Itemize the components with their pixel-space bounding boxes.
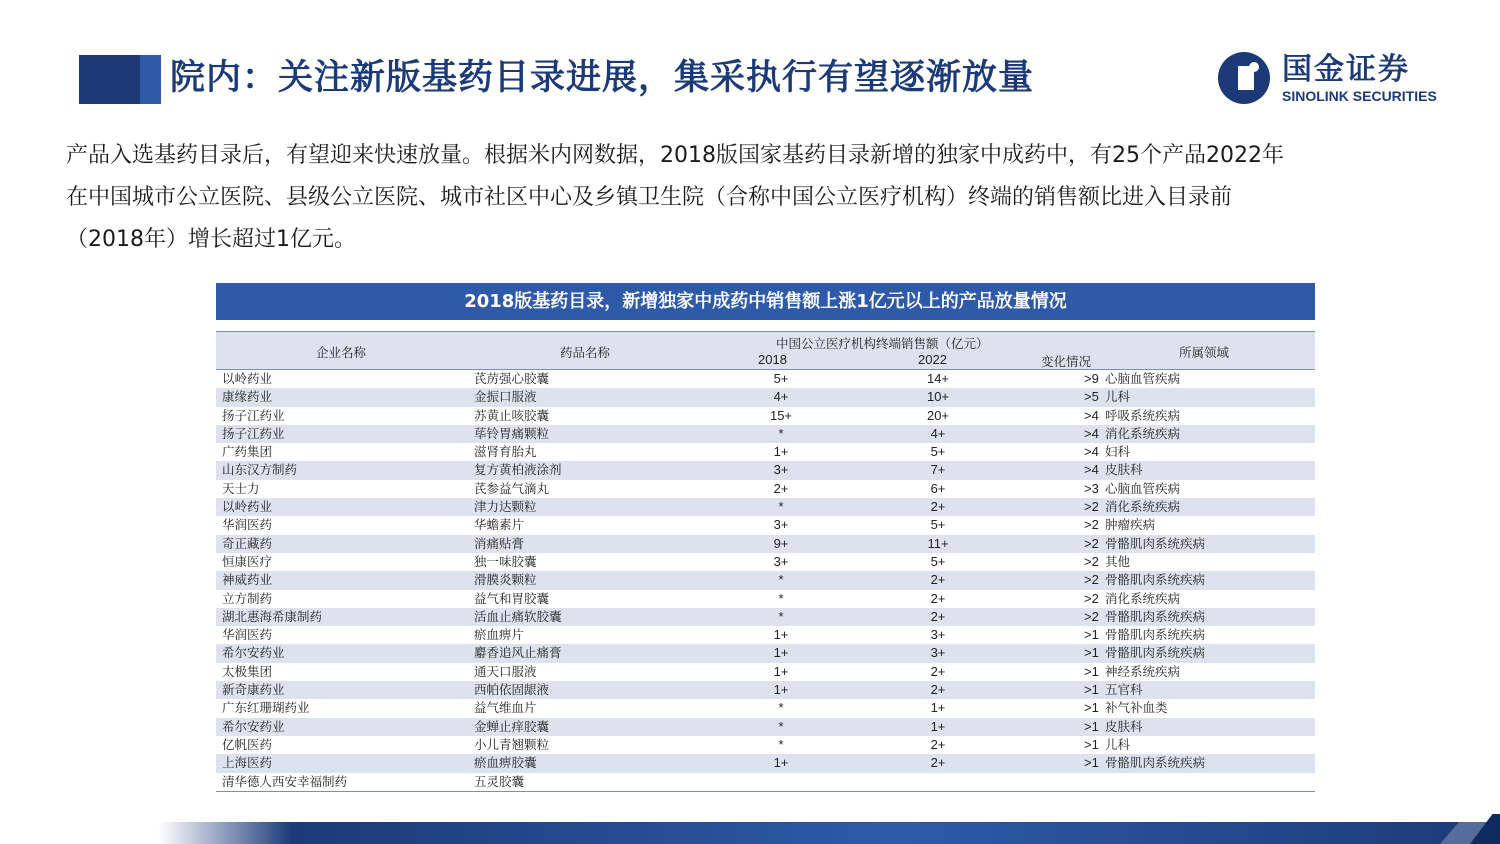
cell-drug: 芪苈强心胶囊 xyxy=(474,371,550,386)
cell-sales-2022: 5+ xyxy=(930,444,946,460)
table-row xyxy=(216,443,1315,461)
table-row xyxy=(216,388,1315,406)
cell-sales-2022: 3+ xyxy=(930,627,946,643)
cell-area: 消化系统疾病 xyxy=(1105,499,1181,515)
cell-change: >3 xyxy=(1084,480,1099,496)
cell-drug: 麝香追风止痛膏 xyxy=(474,645,562,661)
cell-company: 以岭药业 xyxy=(222,371,273,386)
cell-drug: 消痛贴膏 xyxy=(474,535,525,551)
sales-table xyxy=(216,331,1315,792)
cell-company: 立方制药 xyxy=(222,590,273,606)
table-bottom-rule xyxy=(216,791,1315,792)
cell-sales-2018: 15+ xyxy=(769,407,793,423)
table-row xyxy=(216,718,1315,736)
cell-company: 华润医药 xyxy=(222,627,273,643)
cell-change: >2 xyxy=(1084,535,1099,551)
footer-decoration xyxy=(0,814,1500,844)
cell-sales-2018: 1+ xyxy=(773,663,789,679)
cell-sales-2018: * xyxy=(778,736,784,752)
table-header xyxy=(216,331,1315,370)
cell-sales-2018: * xyxy=(778,499,784,515)
cell-area: 骨骼肌肉系统疾病 xyxy=(1105,645,1206,661)
cell-sales-2018: 3+ xyxy=(773,517,789,533)
table-row xyxy=(216,736,1315,754)
cell-sales-2022: 4+ xyxy=(930,425,946,441)
cell-change: >2 xyxy=(1084,608,1099,624)
cell-sales-2022: 6+ xyxy=(930,480,946,496)
cell-change: >1 xyxy=(1084,682,1099,698)
cell-sales-2022: 2+ xyxy=(930,590,946,606)
cell-change: >1 xyxy=(1084,755,1099,771)
cell-change: >2 xyxy=(1084,517,1099,533)
cell-sales-2018: 9+ xyxy=(773,535,789,551)
cell-drug: 芪参益气滴丸 xyxy=(474,480,550,496)
cell-drug: 益气和胃胶囊 xyxy=(474,590,550,606)
intro-line: （2018年）增长超过1亿元。 xyxy=(66,227,356,252)
cell-sales-2022: 2+ xyxy=(930,499,946,515)
cell-sales-2022: 1+ xyxy=(930,718,946,734)
cell-company: 康缘药业 xyxy=(222,389,273,405)
cell-company: 广药集团 xyxy=(222,444,273,460)
cell-sales-2022: 7+ xyxy=(930,462,946,478)
header-company: 企业名称 xyxy=(316,345,367,360)
table-row xyxy=(216,773,1315,791)
cell-company: 以岭药业 xyxy=(222,499,273,515)
cell-drug: 华蟾素片 xyxy=(474,517,525,533)
cell-change: >4 xyxy=(1084,407,1099,423)
cell-company: 上海医药 xyxy=(222,755,273,771)
cell-change: >1 xyxy=(1084,736,1099,752)
intro-line: 在中国城市公立医院、县级公立医院、城市社区中心及乡镇卫生院（合称中国公立医疗机构）终端的销售额比进入目录前 xyxy=(66,185,1233,210)
table-row xyxy=(216,498,1315,516)
cell-change: >2 xyxy=(1084,572,1099,588)
cell-drug: 西帕依固龈液 xyxy=(474,682,550,698)
cell-company: 湖北惠海希康制药 xyxy=(222,608,323,624)
cell-sales-2022: 2+ xyxy=(930,663,946,679)
cell-sales-2022: 20+ xyxy=(926,407,950,423)
cell-area: 消化系统疾病 xyxy=(1105,590,1181,606)
cell-sales-2018: * xyxy=(778,700,784,716)
cell-area: 骨骼肌肉系统疾病 xyxy=(1105,572,1206,588)
cell-area: 儿科 xyxy=(1105,736,1131,752)
cell-sales-2022: 2+ xyxy=(930,682,946,698)
cell-change: >1 xyxy=(1084,700,1099,716)
cell-drug: 瘀血痹片 xyxy=(474,627,525,643)
intro-paragraph xyxy=(66,135,1456,261)
cell-sales-2018: * xyxy=(778,718,784,734)
cell-area: 心脑血管疾病 xyxy=(1105,371,1181,386)
table-body xyxy=(216,370,1315,791)
company-logo xyxy=(1216,50,1466,110)
cell-drug: 苏黄止咳胶囊 xyxy=(474,407,550,423)
cell-company: 亿帆医药 xyxy=(222,736,273,752)
logo-english-name: SINOLINK SECURITIES xyxy=(1282,88,1437,104)
cell-drug: 独一味胶囊 xyxy=(474,553,537,569)
logo-chinese-name: 国金证券 xyxy=(1282,52,1410,87)
cell-area: 其他 xyxy=(1105,553,1131,569)
table-row xyxy=(216,516,1315,534)
cell-sales-2018: * xyxy=(778,425,784,441)
cell-area: 皮肤科 xyxy=(1105,462,1143,478)
cell-change: >1 xyxy=(1084,645,1099,661)
table-row xyxy=(216,699,1315,717)
cell-sales-2018: 1+ xyxy=(773,627,789,643)
table-row xyxy=(216,425,1315,443)
cell-sales-2022: 5+ xyxy=(930,517,946,533)
table-row xyxy=(216,461,1315,479)
cell-sales-2018: 5+ xyxy=(773,371,789,386)
cell-drug: 滋肾育胎丸 xyxy=(474,444,537,460)
table-row xyxy=(216,553,1315,571)
cell-company: 扬子江药业 xyxy=(222,407,285,423)
table-row xyxy=(216,626,1315,644)
cell-change: >4 xyxy=(1084,462,1099,478)
cell-area: 消化系统疾病 xyxy=(1105,425,1181,441)
cell-sales-2018: 1+ xyxy=(773,755,789,771)
cell-area: 五官科 xyxy=(1105,682,1143,698)
table-row xyxy=(216,754,1315,772)
header-sales-group: 中国公立医疗机构终端销售额（亿元） xyxy=(776,336,989,351)
cell-sales-2018: 3+ xyxy=(773,553,789,569)
cell-company: 广东红珊瑚药业 xyxy=(222,700,310,716)
cell-company: 扬子江药业 xyxy=(222,425,285,441)
table-row xyxy=(216,480,1315,498)
cell-drug: 益气维血片 xyxy=(474,700,537,716)
cell-area: 骨骼肌肉系统疾病 xyxy=(1105,627,1206,643)
cell-company: 奇正藏药 xyxy=(222,535,273,551)
cell-sales-2022: 1+ xyxy=(930,700,946,716)
cell-area: 骨骼肌肉系统疾病 xyxy=(1105,608,1206,624)
cell-sales-2022: 3+ xyxy=(930,645,946,661)
cell-change: >1 xyxy=(1084,663,1099,679)
table-row xyxy=(216,663,1315,681)
table-row xyxy=(216,535,1315,553)
cell-sales-2022: 2+ xyxy=(930,736,946,752)
cell-change: >9 xyxy=(1084,371,1099,386)
cell-company: 太极集团 xyxy=(222,663,273,679)
cell-company: 山东汉方制药 xyxy=(222,462,298,478)
header-drug: 药品名称 xyxy=(560,345,611,360)
title-accent-stripe xyxy=(140,55,161,104)
cell-sales-2018: 3+ xyxy=(773,462,789,478)
table-row xyxy=(216,571,1315,589)
cell-sales-2018: 4+ xyxy=(773,389,789,405)
cell-sales-2022: 2+ xyxy=(930,755,946,771)
cell-drug: 小儿青翘颗粒 xyxy=(474,736,550,752)
cell-sales-2018: 1+ xyxy=(773,682,789,698)
sinolink-logo-icon xyxy=(1216,50,1274,106)
cell-change: >1 xyxy=(1084,718,1099,734)
cell-change: >4 xyxy=(1084,425,1099,441)
table-row xyxy=(216,681,1315,699)
table-row xyxy=(216,370,1315,388)
cell-company: 华润医药 xyxy=(222,517,273,533)
table-row xyxy=(216,608,1315,626)
cell-sales-2018: 1+ xyxy=(773,444,789,460)
cell-company: 神威药业 xyxy=(222,572,273,588)
cell-sales-2022: 10+ xyxy=(926,389,950,405)
cell-area: 儿科 xyxy=(1105,389,1131,405)
cell-company: 希尔安药业 xyxy=(222,718,285,734)
table-row xyxy=(216,644,1315,662)
cell-area: 神经系统疾病 xyxy=(1105,663,1181,679)
cell-drug: 金振口服液 xyxy=(474,389,537,405)
cell-sales-2022: 2+ xyxy=(930,608,946,624)
cell-sales-2022: 11+ xyxy=(927,535,949,551)
cell-company: 新奇康药业 xyxy=(222,682,285,698)
cell-area: 心脑血管疾病 xyxy=(1105,480,1181,496)
header-area: 所属领域 xyxy=(1179,345,1230,360)
cell-change: >2 xyxy=(1084,499,1099,515)
cell-drug: 津力达颗粒 xyxy=(474,499,537,515)
cell-drug: 荜铃胃痛颗粒 xyxy=(474,425,550,441)
header-change: 变化情况 xyxy=(1041,354,1092,369)
cell-sales-2018: 2+ xyxy=(773,480,789,496)
cell-company: 清华德人西安幸福制药 xyxy=(222,773,348,789)
cell-sales-2022: 14+ xyxy=(926,371,950,386)
header-2018: 2018 xyxy=(758,352,787,367)
cell-drug: 五灵胶囊 xyxy=(474,773,525,789)
cell-area: 呼吸系统疾病 xyxy=(1105,407,1181,423)
cell-company: 恒康医疗 xyxy=(222,553,273,569)
cell-company: 希尔安药业 xyxy=(222,645,285,661)
cell-drug: 滑膜炎颗粒 xyxy=(474,572,537,588)
cell-drug: 瘀血痹胶囊 xyxy=(474,755,537,771)
cell-sales-2022: 5+ xyxy=(930,553,946,569)
cell-area: 肿瘤疾病 xyxy=(1105,517,1156,533)
cell-sales-2018: 1+ xyxy=(773,645,789,661)
intro-line: 产品入选基药目录后，有望迎来快速放量。根据米内网数据，2018版国家基药目录新增的独家中成药中，有25个产品2022年 xyxy=(66,143,1284,168)
cell-sales-2018: * xyxy=(778,572,784,588)
cell-sales-2022: 2+ xyxy=(930,572,946,588)
table-caption: 2018版基药目录，新增独家中成药中销售额上涨1亿元以上的产品放量情况 xyxy=(216,283,1315,320)
cell-area: 妇科 xyxy=(1105,444,1131,460)
cell-change: >2 xyxy=(1084,553,1099,569)
cell-drug: 金蝉止痒胶囊 xyxy=(474,718,550,734)
cell-change: >2 xyxy=(1084,590,1099,606)
cell-sales-2018: * xyxy=(778,608,784,624)
cell-area: 骨骼肌肉系统疾病 xyxy=(1105,755,1206,771)
cell-drug: 活血止痛软胶囊 xyxy=(474,608,562,624)
cell-change: >4 xyxy=(1084,444,1099,460)
cell-company: 天士力 xyxy=(222,480,260,496)
page-title: 院内：关注新版基药目录进展，集采执行有望逐渐放量 xyxy=(170,58,1035,98)
cell-area: 骨骼肌肉系统疾病 xyxy=(1105,535,1206,551)
cell-area: 皮肤科 xyxy=(1105,718,1143,734)
cell-drug: 复方黄柏液涂剂 xyxy=(474,462,562,478)
cell-change: >1 xyxy=(1084,627,1099,643)
table-row xyxy=(216,407,1315,425)
table-row xyxy=(216,590,1315,608)
cell-sales-2018: * xyxy=(778,590,784,606)
header-2022: 2022 xyxy=(918,352,947,367)
cell-area: 补气补血类 xyxy=(1105,700,1168,716)
cell-drug: 通天口服液 xyxy=(474,663,537,679)
cell-change: >5 xyxy=(1084,389,1099,405)
